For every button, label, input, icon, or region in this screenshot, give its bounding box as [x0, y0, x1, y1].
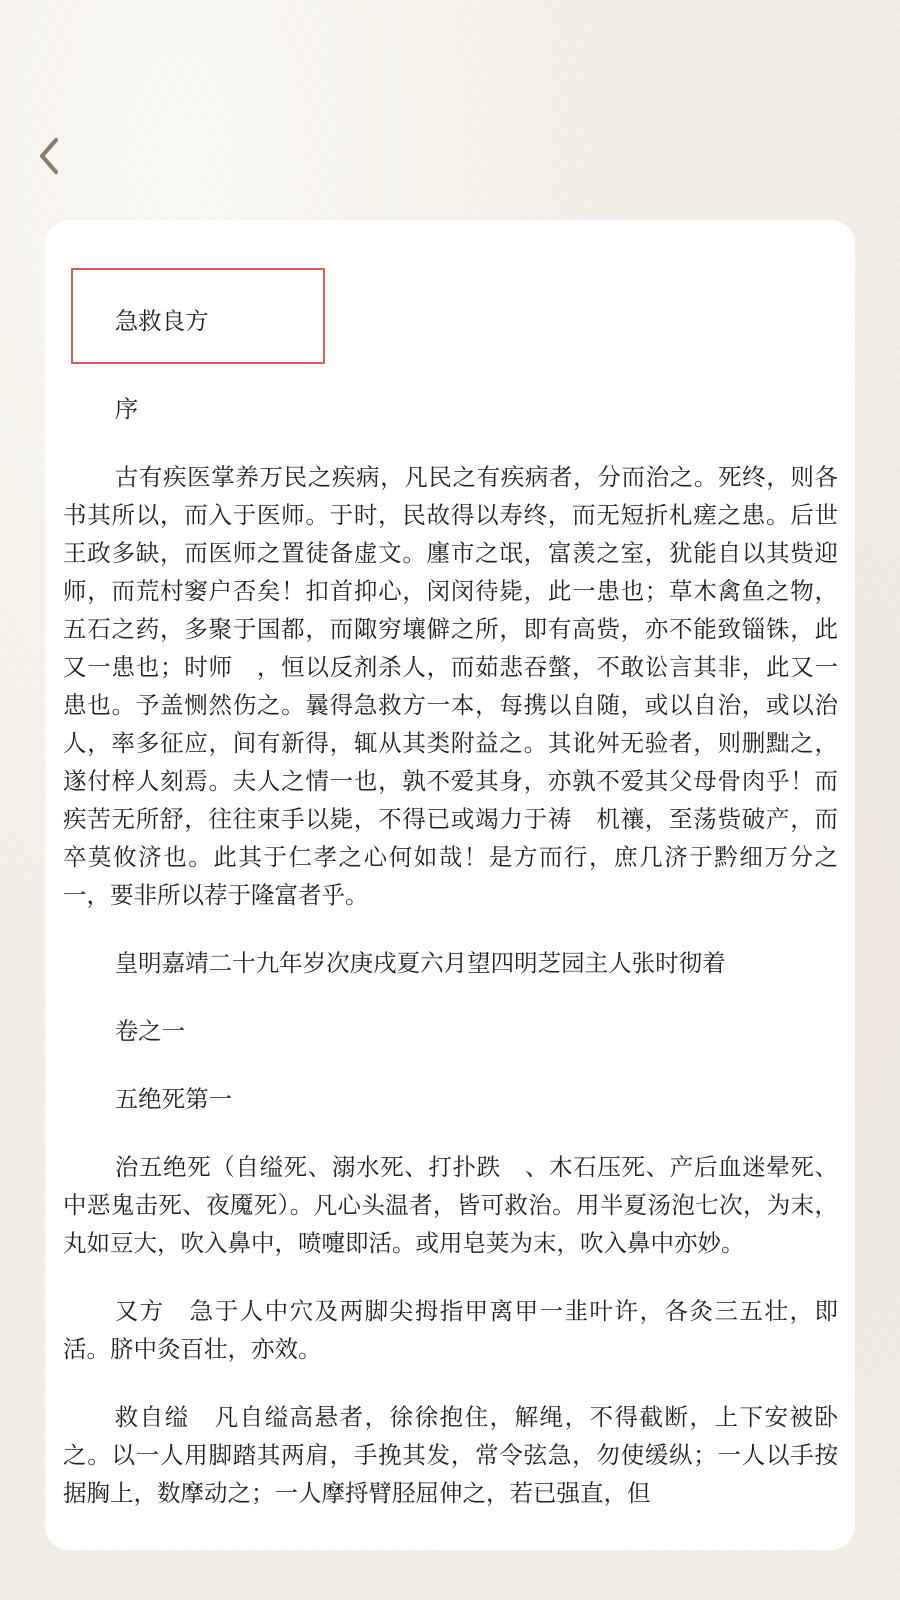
reading-card — [45, 220, 855, 1550]
paragraph-3: 救自缢 凡自缢高悬者，徐徐抱住，解绳，不得截断，上下安被卧之。以一人用脚踏其两肩，手挽其发，常令弦急，勿使缓纵；一人以手按据胸上，数摩动之；一人摩捋臂胫屈伸之，若已强直，但 — [63, 1403, 838, 1507]
article-content — [63, 268, 838, 1542]
paragraph-1: 治五绝死（自缢死、溺水死、打扑跌 、木石压死、产后血迷晕死、中恶鬼击死、夜魇死）。凡心头温者，皆可救治。用半夏汤泡七次，为末，丸如豆大，吹入鼻中，喷嚏即活。或用皂荚为末，吹入鼻中亦妙。 — [63, 1153, 838, 1257]
volume-heading: 卷之一 — [114, 1017, 186, 1045]
chevron-left-icon — [36, 136, 64, 180]
chapter-heading: 五绝死第一 — [114, 1085, 233, 1113]
paragraph-2: 又方 急于人中穴及两脚尖拇指甲离甲一韭叶许，各灸三五壮，即活。脐中灸百壮，亦效。 — [63, 1297, 838, 1363]
preface-body: 古有疾医掌养万民之疾病，凡民之有疾病者，分而治之。死终，则各书其所以，而入于医师。于时，民故得以寿终，而无短折札瘥之患。后世王政多缺，而医师之置徒备虚文。廛市之氓，富羡之室，犹能自以其赀迎师，而荒村窭户否矣！扣首抑心，闵闵待毙，此一患也；草木禽鱼之物，五石之药，多聚于国都，而陬穷壤僻之所，即有高赀，亦不能致锱铢，此又一患也；时师 ，恒以反剂杀人，而茹悲吞螫，不敢讼言其非，此又一患也。予盖恻然伤之。曩得急救方一本，每携以自随，或以自治，或以治人，率多征应，间有新得，辄从其类附益之。其讹舛无验者，则删黜之，遂付梓人刻焉。夫人之情一也，孰不爱其身，亦孰不爱其父母骨肉乎！而疾苦无所舒，往往束手以毙，不得已或竭力于祷 机禳，至荡赀破产，而卒莫攸济也。此其于仁孝之心何如哉！是方而行，庶几济于黔细万分之一，要非所以荐于隆富者乎。 — [63, 463, 838, 909]
back-button[interactable] — [28, 132, 72, 184]
preface-signature: 皇明嘉靖二十九年岁次庚戌夏六月望四明芝园主人张时彻着 — [114, 949, 726, 977]
preface-heading: 序 — [114, 395, 139, 423]
title-section — [63, 268, 838, 364]
article-title: 急救良方 — [114, 307, 209, 335]
